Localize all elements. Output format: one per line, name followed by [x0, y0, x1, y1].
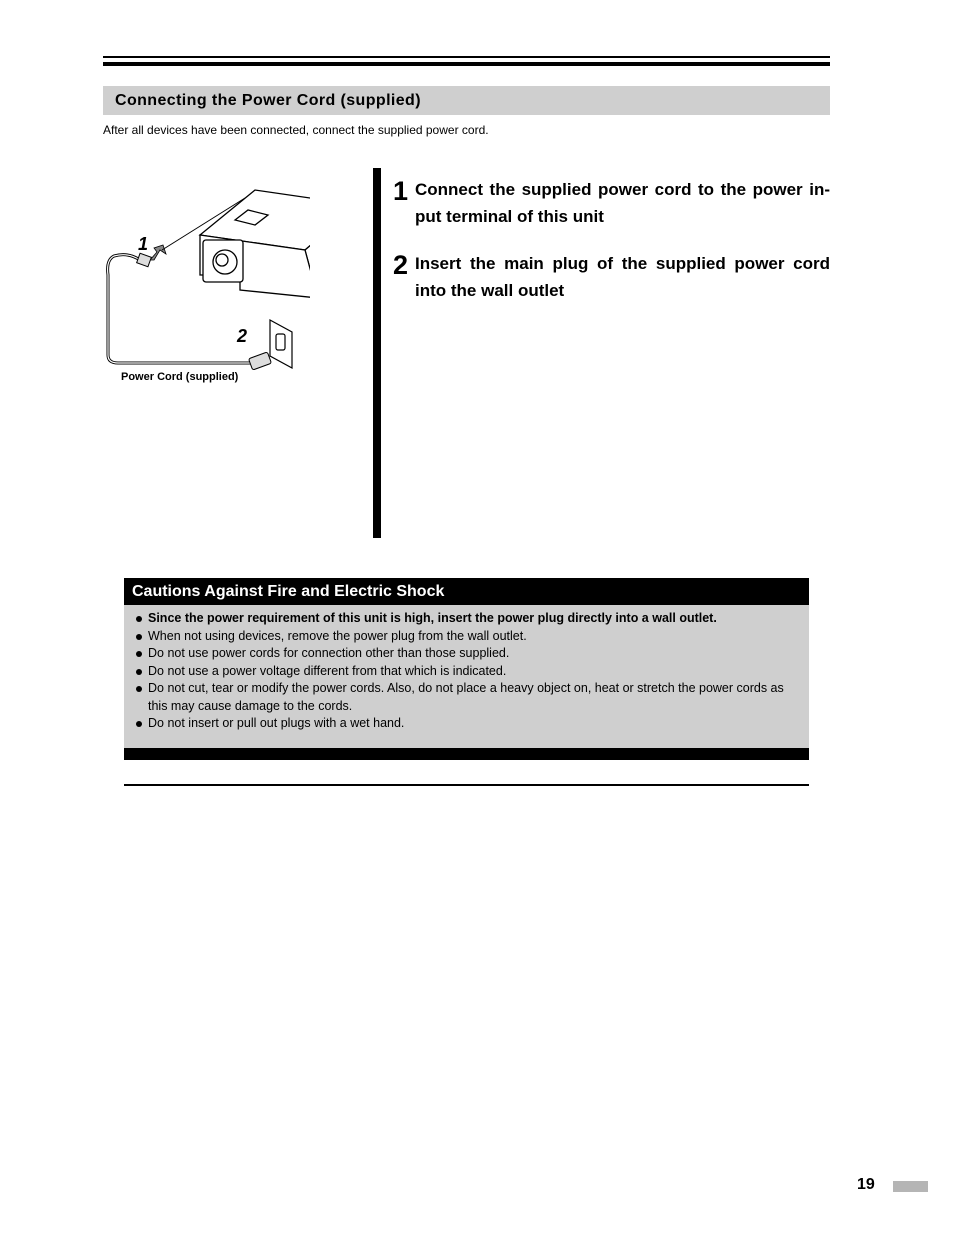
- bullet-icon: [136, 721, 142, 727]
- bottom-rule: [124, 784, 809, 786]
- section-title: Connecting the Power Cord (supplied): [103, 86, 830, 115]
- bullet-icon: [136, 616, 142, 622]
- illustration-label-2: 2: [237, 326, 248, 346]
- caution-title: Cautions Against Fire and Electric Shock: [124, 578, 809, 605]
- power-cord-illustration: [100, 180, 310, 380]
- step-divider-bar: [373, 168, 381, 538]
- caution-item-text: Do not use power cords for connection other than those supplied.: [148, 646, 510, 660]
- projector-icon: [200, 190, 310, 298]
- step-text: Connect the supplied power cord to the power in-put terminal of this unit: [415, 180, 830, 226]
- step-number: 1: [393, 176, 409, 206]
- step-text: Insert the main plug of the supplied power cord into the wall outlet: [415, 254, 830, 300]
- bullet-icon: [136, 686, 142, 692]
- caution-item: [136, 663, 809, 681]
- bullet-icon: [136, 634, 142, 640]
- bullet-icon: [136, 669, 142, 675]
- top-rule-thick: [103, 62, 830, 66]
- caution-item: [136, 680, 809, 715]
- step-number: 2: [393, 250, 409, 280]
- caution-item: [136, 715, 809, 733]
- power-cord-label: Power Cord (supplied): [121, 371, 239, 383]
- caution-item-text: Since the power requirement of this unit is high, insert the power plug directly into a wall outlet.: [148, 611, 717, 625]
- caution-list: [124, 605, 809, 733]
- caution-item-text: When not using devices, remove the power plug from the wall outlet.: [148, 628, 527, 643]
- caution-box: [124, 578, 809, 760]
- plug-icon: [249, 352, 272, 370]
- page-number: 19: [857, 1176, 875, 1193]
- step-1: [393, 176, 830, 230]
- caution-item-text: Do not cut, tear or modify the power cords. Also, do not place a heavy object on, heat or stretch the power cords as this may cause damage to the cords.: [148, 681, 784, 713]
- caution-item: [136, 610, 809, 628]
- page-tab: [893, 1181, 928, 1192]
- caution-item: [136, 645, 809, 663]
- step-2: [393, 250, 830, 304]
- arrow-icon: [150, 245, 166, 260]
- caution-item-text: Do not use a power voltage different from that which is indicated.: [148, 663, 507, 678]
- caution-item: [136, 628, 809, 646]
- bullet-icon: [136, 651, 142, 657]
- caution-footer-bar: [124, 748, 809, 760]
- wall-outlet-icon: [270, 320, 292, 368]
- illustration-label-1: 1: [138, 234, 149, 254]
- caution-item-text: Do not insert or pull out plugs with a wet hand.: [148, 716, 405, 730]
- intro-text: After all devices have been connected, connect the supplied power cord.: [103, 123, 489, 137]
- top-rule-thin: [103, 56, 830, 58]
